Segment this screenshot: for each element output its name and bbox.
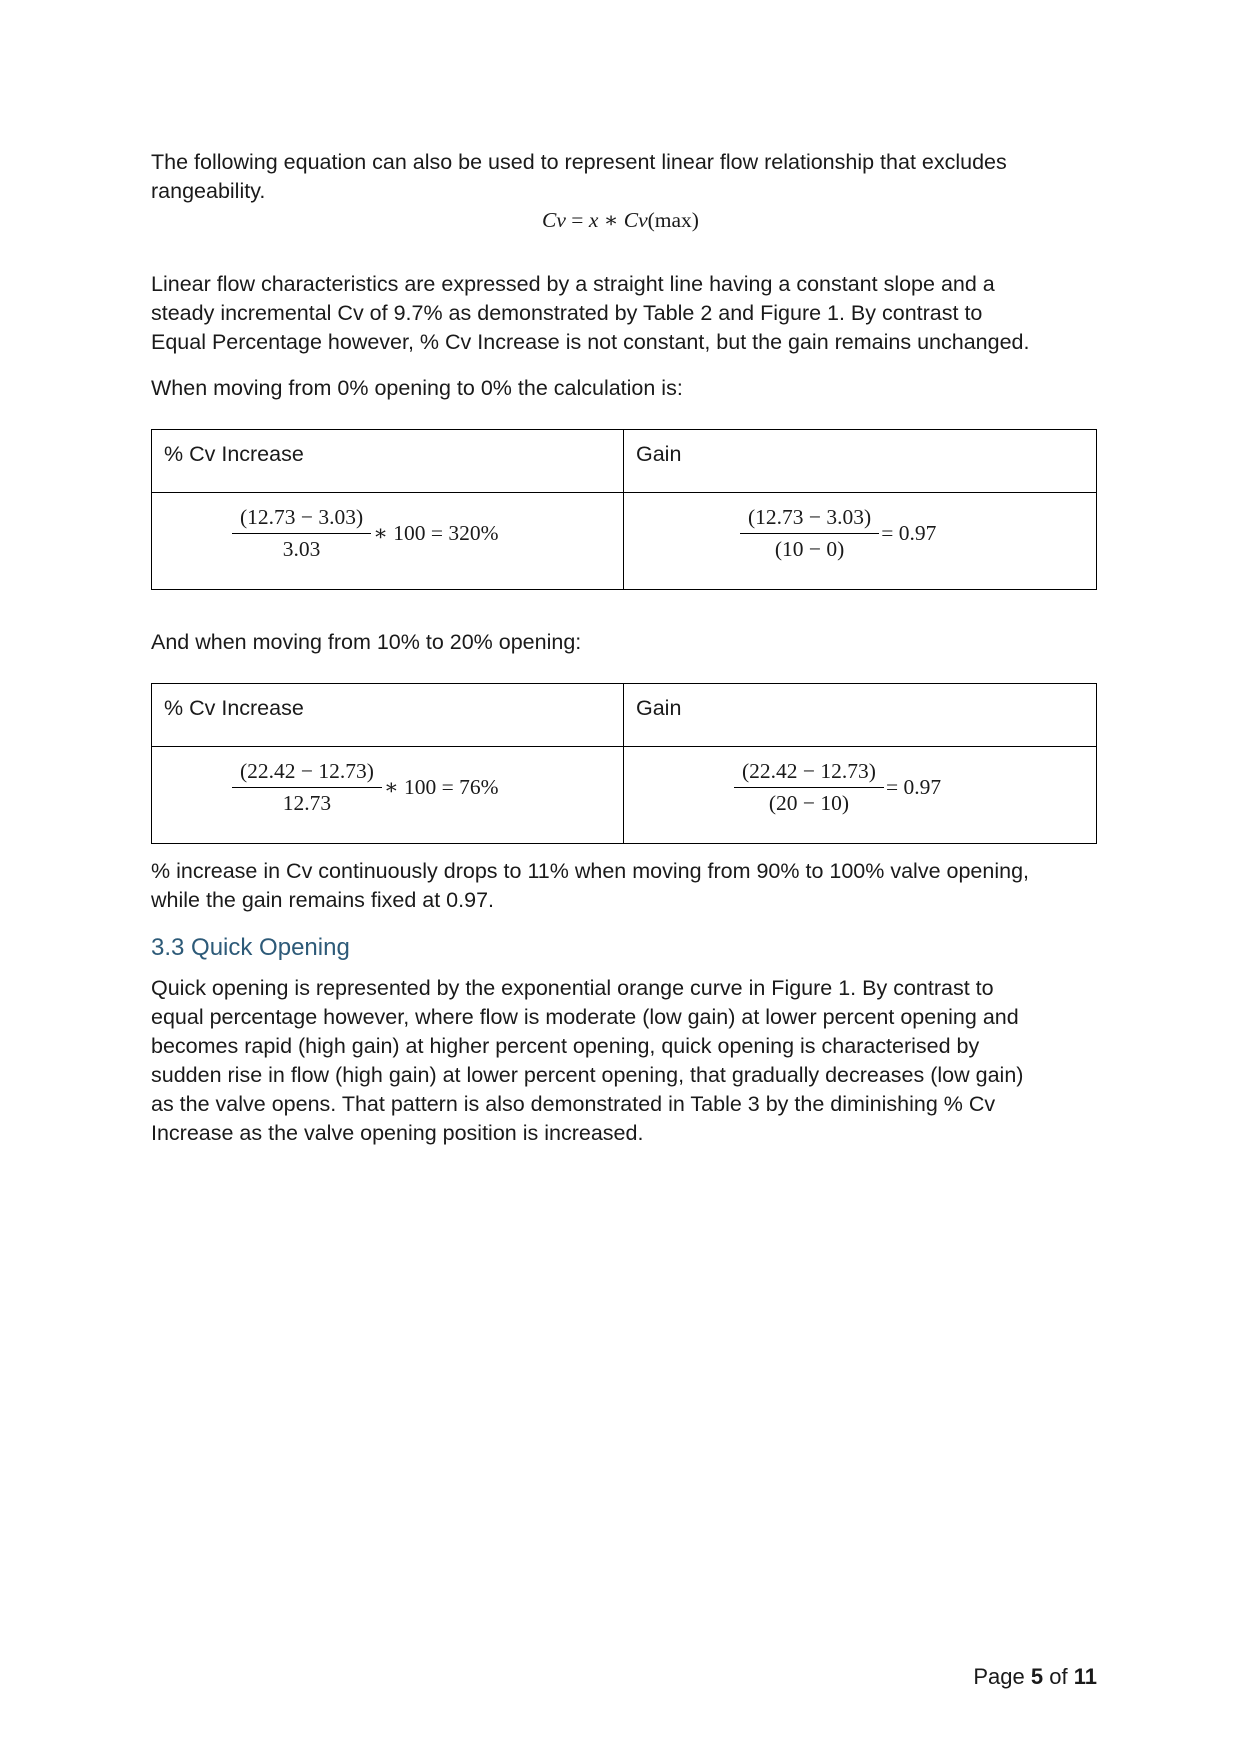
table2-increase-numerator: (22.42 − 12.73) [240,759,374,783]
intro-line-2: rangeability. [151,179,266,203]
table1-header-increase: % Cv Increase [152,430,624,493]
table2-increase-cell [152,747,624,844]
linear-line-2: steady incremental Cv of 9.7% as demonstrated by Table 2 and Figure 1. By contrast to [151,301,983,325]
table2-gain-cell [624,747,1097,844]
footer-page-word: Page [973,1664,1025,1689]
quick-line-6: Increase as the valve opening position is increased. [151,1121,644,1145]
table1-gain-numerator: (12.73 − 3.03) [748,505,872,529]
table2-header-increase: % Cv Increase [152,684,624,747]
table2-gain-numerator: (22.42 − 12.73) [742,759,876,783]
quick-line-5: as the valve opens. That pattern is also demonstrated in Table 3 by the diminishing % Cv [151,1092,996,1116]
drop-line-1: % increase in Cv continuously drops to 11% when moving from 90% to 100% valve opening, [151,859,1030,883]
drop-paragraph [151,857,1101,915]
table1-increase-numerator: (12.73 − 3.03) [240,505,364,529]
table1-increase-fraction [236,505,367,562]
eq-x: x [588,208,599,232]
footer-page-number: 5 [1030,1664,1044,1689]
table1-increase-denominator: 3.03 [232,533,371,562]
section-heading: 3.3 Quick Opening [151,934,350,961]
table2-increase-result: ∗ 100 = 76% [383,775,499,799]
eq-lhs: Cv [542,208,566,232]
table2-gain-result: = 0.97 [885,775,942,799]
table1-gain-denominator: (10 − 0) [740,533,879,562]
table2-header-gain: Gain [624,684,1097,747]
quick-line-1: Quick opening is represented by the exponential orange curve in Figure 1. By contrast to [151,976,994,1000]
quick-line-2: equal percentage however, where flow is moderate (low gain) at lower percent opening and [151,1005,1019,1029]
table2-increase-denominator: 12.73 [232,787,382,816]
calc-table-1 [151,429,1097,590]
drop-line-2: while the gain remains fixed at 0.97. [151,888,495,912]
second-calc-intro: And when moving from 10% to 20% opening: [151,630,582,654]
table1-gain-result: = 0.97 [881,521,937,545]
table1-increase-formula [236,505,498,562]
linear-paragraph [151,270,1101,357]
calc-table-2 [151,683,1097,844]
quick-line-4: sudden rise in flow (high gain) at lower percent opening, that gradually decreases (low gain) [151,1063,1024,1087]
eq-cv: Cv [623,208,648,232]
linear-line-3: Equal Percentage however, % Cv Increase is not constant, but the gain remains unchanged. [151,330,1030,354]
intro-paragraph [151,148,1101,206]
table2-increase-formula [236,759,498,816]
linear-line-1: Linear flow characteristics are expressed by a straight line having a constant slope and a [151,272,995,296]
table1-gain-fraction [744,505,875,562]
first-calc-intro: When moving from 0% opening to 0% the calculation is: [151,376,683,400]
table1-gain-cell [624,493,1097,590]
footer-of-word: of [1049,1664,1068,1689]
eq-arg: (max) [647,208,699,232]
quick-line-3: becomes rapid (high gain) at higher percent opening, quick opening is characterised by [151,1034,980,1058]
table1-increase-cell [152,493,624,590]
table2-gain-formula [738,759,941,816]
table2-increase-fraction [236,759,378,816]
page-footer [973,1664,1097,1690]
table2-gain-fraction [738,759,880,816]
table2-gain-denominator: (20 − 10) [734,787,884,816]
quick-opening-paragraph [151,974,1101,1148]
main-equation [0,208,1241,233]
table1-header-gain: Gain [624,430,1097,493]
table1-increase-result: ∗ 100 = 320% [373,521,499,545]
eq-equals: = [571,208,584,232]
footer-total-pages: 11 [1073,1664,1097,1689]
table1-gain-formula [744,505,936,562]
eq-times: ∗ [603,208,619,232]
intro-line-1: The following equation can also be used to represent linear flow relationship that excludes [151,150,1007,174]
